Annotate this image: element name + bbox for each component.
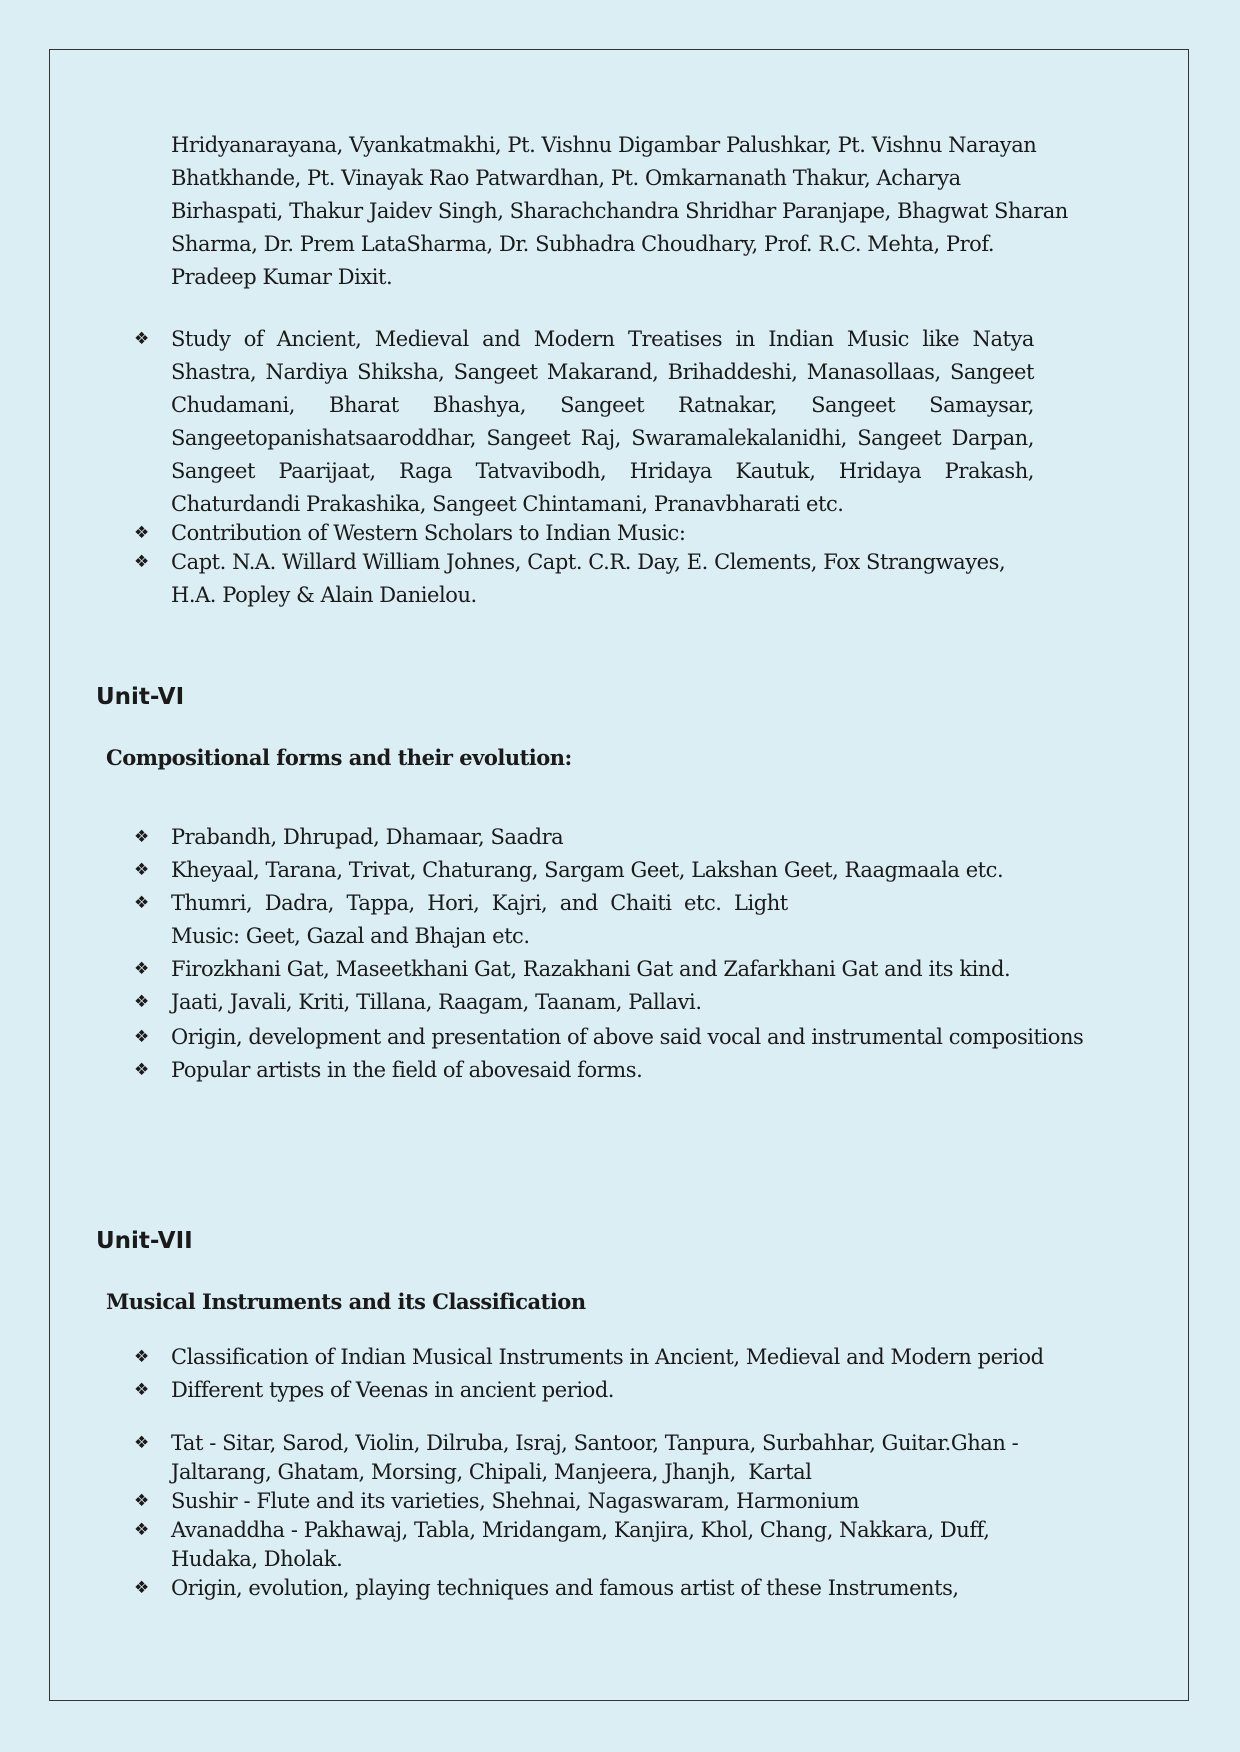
diamond-bullet-icon: ❖ [134,860,149,880]
diamond-bullet-icon: ❖ [134,1347,149,1367]
list-item [0,1574,1018,1603]
diamond-bullet-icon: ❖ [134,1433,149,1453]
compositional-forms-list [0,821,1083,1087]
list-item [0,323,1071,521]
bullet-text: Avanaddha - Pakhawaj, Tabla, Mridangam, Kanjira, Khol, Chang, Nakkara, Duff, [171,1518,990,1542]
scholars-continuation-paragraph [171,129,1071,294]
treatises-bullet-list [0,323,1071,612]
diamond-bullet-icon: ❖ [134,1578,149,1598]
list-item [0,1516,1018,1574]
bullet-text: Sushir - Flute and its varieties, Shehnai, Nagaswaram, Harmonium [171,1489,860,1513]
bullet-text: Capt. N.A. Willard William Johnes, Capt. C.R. Day, E. Clements, Fox Strangwayes, H.A. Popley & Alain Danielou. [171,550,1006,607]
bullet-text: Contribution of Western Scholars to Indian Music: [171,521,686,545]
list-item [0,1054,1083,1087]
text-line: Hridyanarayana, Vyankatmakhi, Pt. Vishnu Digambar Palushkar, Pt. Vishnu Narayan [171,133,1037,157]
diamond-bullet-icon: ❖ [134,1491,149,1511]
list-item [0,986,1083,1019]
text-line: Pradeep Kumar Dixit. [171,265,393,289]
bullet-text: Hudaka, Dholak. [171,1547,343,1571]
bullet-text: Firozkhani Gat, Maseetkhani Gat, Razakhani Gat and Zafarkhani Gat and its kind. [171,957,1011,981]
bullet-text: Jaltarang, Ghatam, Morsing, Chipali, Manjeera, Jhanjh, Kartal [171,1460,812,1484]
bullet-text: Thumri, Dadra, Tappa, Hori, Kajri, and Chaiti etc. Light [171,891,788,915]
bullet-text: Prabandh, Dhrupad, Dhamaar, Saadra [171,825,564,849]
bullet-text: Tat - Sitar, Sarod, Violin, Dilruba, Israj, Santoor, Tanpura, Surbahhar, Guitar.Ghan - [171,1431,1019,1455]
unit-7-heading: Unit-VII [96,1228,193,1254]
unit-6-subheading: Compositional forms and their evolution: [106,745,572,770]
bullet-text: Classification of Indian Musical Instruments in Ancient, Medieval and Modern period [171,1345,1044,1369]
list-item [0,1021,1083,1054]
diamond-bullet-icon: ❖ [134,893,149,913]
diamond-bullet-icon: ❖ [134,329,149,349]
bullet-text: Study of Ancient, Medieval and Modern Treatises in Indian Music like Natya Shastra, Nardiya Shiksha, Sangeet Makarand, Brihaddeshi, Manasollaas, Sangeet Chudamani, Bharat Bhashya, Sangeet Ratnakar, Sangeet Samaysar, Sangeetopanishatsaaroddhar, Sangeet Raj, Swaramalekalanidhi, Sangeet Darpan, Sangeet Paarijaat, Raga Tatvavibodh, Hridaya Kautuk, Hridaya Prakash, Chaturdandi Prakashika, Sangeet Chintamani, Pranavbharati etc. [171,327,1034,516]
instrument-classification-list [0,1341,1044,1407]
list-item [0,854,1083,887]
list-item [0,1374,1044,1407]
bullet-text: Origin, development and presentation of above said vocal and instrumental compositions [171,1025,1084,1049]
diamond-bullet-icon: ❖ [134,523,149,543]
diamond-bullet-icon: ❖ [134,1380,149,1400]
bullet-text: Jaati, Javali, Kriti, Tillana, Raagam, Taanam, Pallavi. [171,990,702,1014]
diamond-bullet-icon: ❖ [134,992,149,1012]
list-item [0,1429,1018,1487]
diamond-bullet-icon: ❖ [134,1060,149,1080]
list-item [0,953,1083,986]
list-item [0,1487,1018,1516]
diamond-bullet-icon: ❖ [134,827,149,847]
bullet-text: Different types of Veenas in ancient period. [171,1378,615,1402]
text-line: Sharma, Dr. Prem LataSharma, Dr. Subhadra Choudhary, Prof. R.C. Mehta, Prof. [171,232,995,256]
list-item [0,546,1071,612]
bullet-text: Popular artists in the field of abovesaid forms. [171,1058,643,1082]
bullet-text: Music: Geet, Gazal and Bhajan etc. [171,924,530,948]
bullet-text: Kheyaal, Tarana, Trivat, Chaturang, Sargam Geet, Lakshan Geet, Raagmaala etc. [171,858,1004,882]
text-line: Bhatkhande, Pt. Vinayak Rao Patwardhan, Pt. Omkarnanath Thakur, Acharya [171,166,961,190]
list-item [0,1341,1044,1374]
unit-6-heading: Unit-VI [96,684,185,710]
diamond-bullet-icon: ❖ [134,1520,149,1540]
diamond-bullet-icon: ❖ [134,959,149,979]
diamond-bullet-icon: ❖ [134,1027,149,1047]
diamond-bullet-icon: ❖ [134,552,149,572]
bullet-text: Origin, evolution, playing techniques and famous artist of these Instruments, [171,1576,959,1600]
list-item [0,821,1083,854]
list-item [0,887,1083,953]
text-line: Birhaspati, Thakur Jaidev Singh, Sharachchandra Shridhar Paranjape, Bhagwat Sharan [171,199,1068,223]
instrument-types-list [0,1429,1018,1603]
unit-7-subheading: Musical Instruments and its Classification [106,1289,586,1314]
